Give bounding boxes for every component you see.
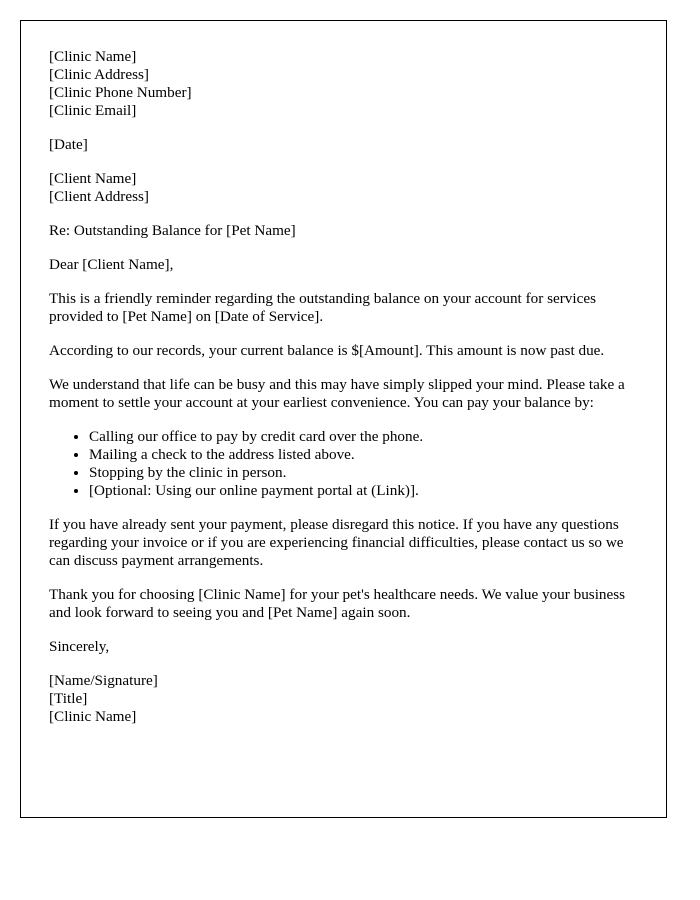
payment-request-paragraph: We understand that life can be busy and this may have simply slipped your mind. Please take a moment to settle your account at your earliest convenience. You can pay your balance by:	[49, 376, 625, 411]
client-name: [Client Name]	[49, 170, 137, 187]
signature-block	[49, 672, 643, 726]
date-block	[49, 136, 643, 154]
subject-line: Re: Outstanding Balance for [Pet Name]	[49, 222, 296, 239]
client-address: [Client Address]	[49, 188, 149, 205]
signature-name: [Name/Signature]	[49, 672, 158, 689]
payment-options-list	[49, 428, 643, 500]
payment-option: • [Optional: Using our online payment portal at (Link)].	[89, 482, 643, 500]
salutation: Dear [Client Name],	[49, 256, 174, 273]
payment-option: • Mailing a check to the address listed above.	[89, 446, 643, 464]
clinic-phone: [Clinic Phone Number]	[49, 84, 192, 101]
clinic-name: [Clinic Name]	[49, 48, 137, 65]
recipient-address-block	[49, 170, 643, 206]
balance-paragraph: According to our records, your current balance is $[Amount]. This amount is now past due.	[49, 342, 605, 359]
closing: Sincerely,	[49, 638, 110, 655]
disregard-paragraph: If you have already sent your payment, please disregard this notice. If you have any questions regarding your invoice or if you are experiencing financial difficulties, please contact us so we can discuss payment arrangements.	[49, 516, 624, 569]
clinic-email: [Clinic Email]	[49, 102, 137, 119]
reminder-paragraph: This is a friendly reminder regarding the outstanding balance on your account for services provided to [Pet Name] on [Date of Service].	[49, 290, 596, 325]
letter-date: [Date]	[49, 136, 88, 153]
signature-clinic-name: [Clinic Name]	[49, 708, 137, 725]
payment-option: • Calling our office to pay by credit card over the phone.	[89, 428, 643, 446]
signature-title: [Title]	[49, 690, 88, 707]
payment-option: • Stopping by the clinic in person.	[89, 464, 643, 482]
thanks-paragraph: Thank you for choosing [Clinic Name] for your pet's healthcare needs. We value your business and look forward to seeing you and [Pet Name] again soon.	[49, 586, 626, 621]
sender-address-block	[49, 48, 643, 120]
clinic-address: [Clinic Address]	[49, 66, 149, 83]
letter-page	[20, 20, 667, 818]
